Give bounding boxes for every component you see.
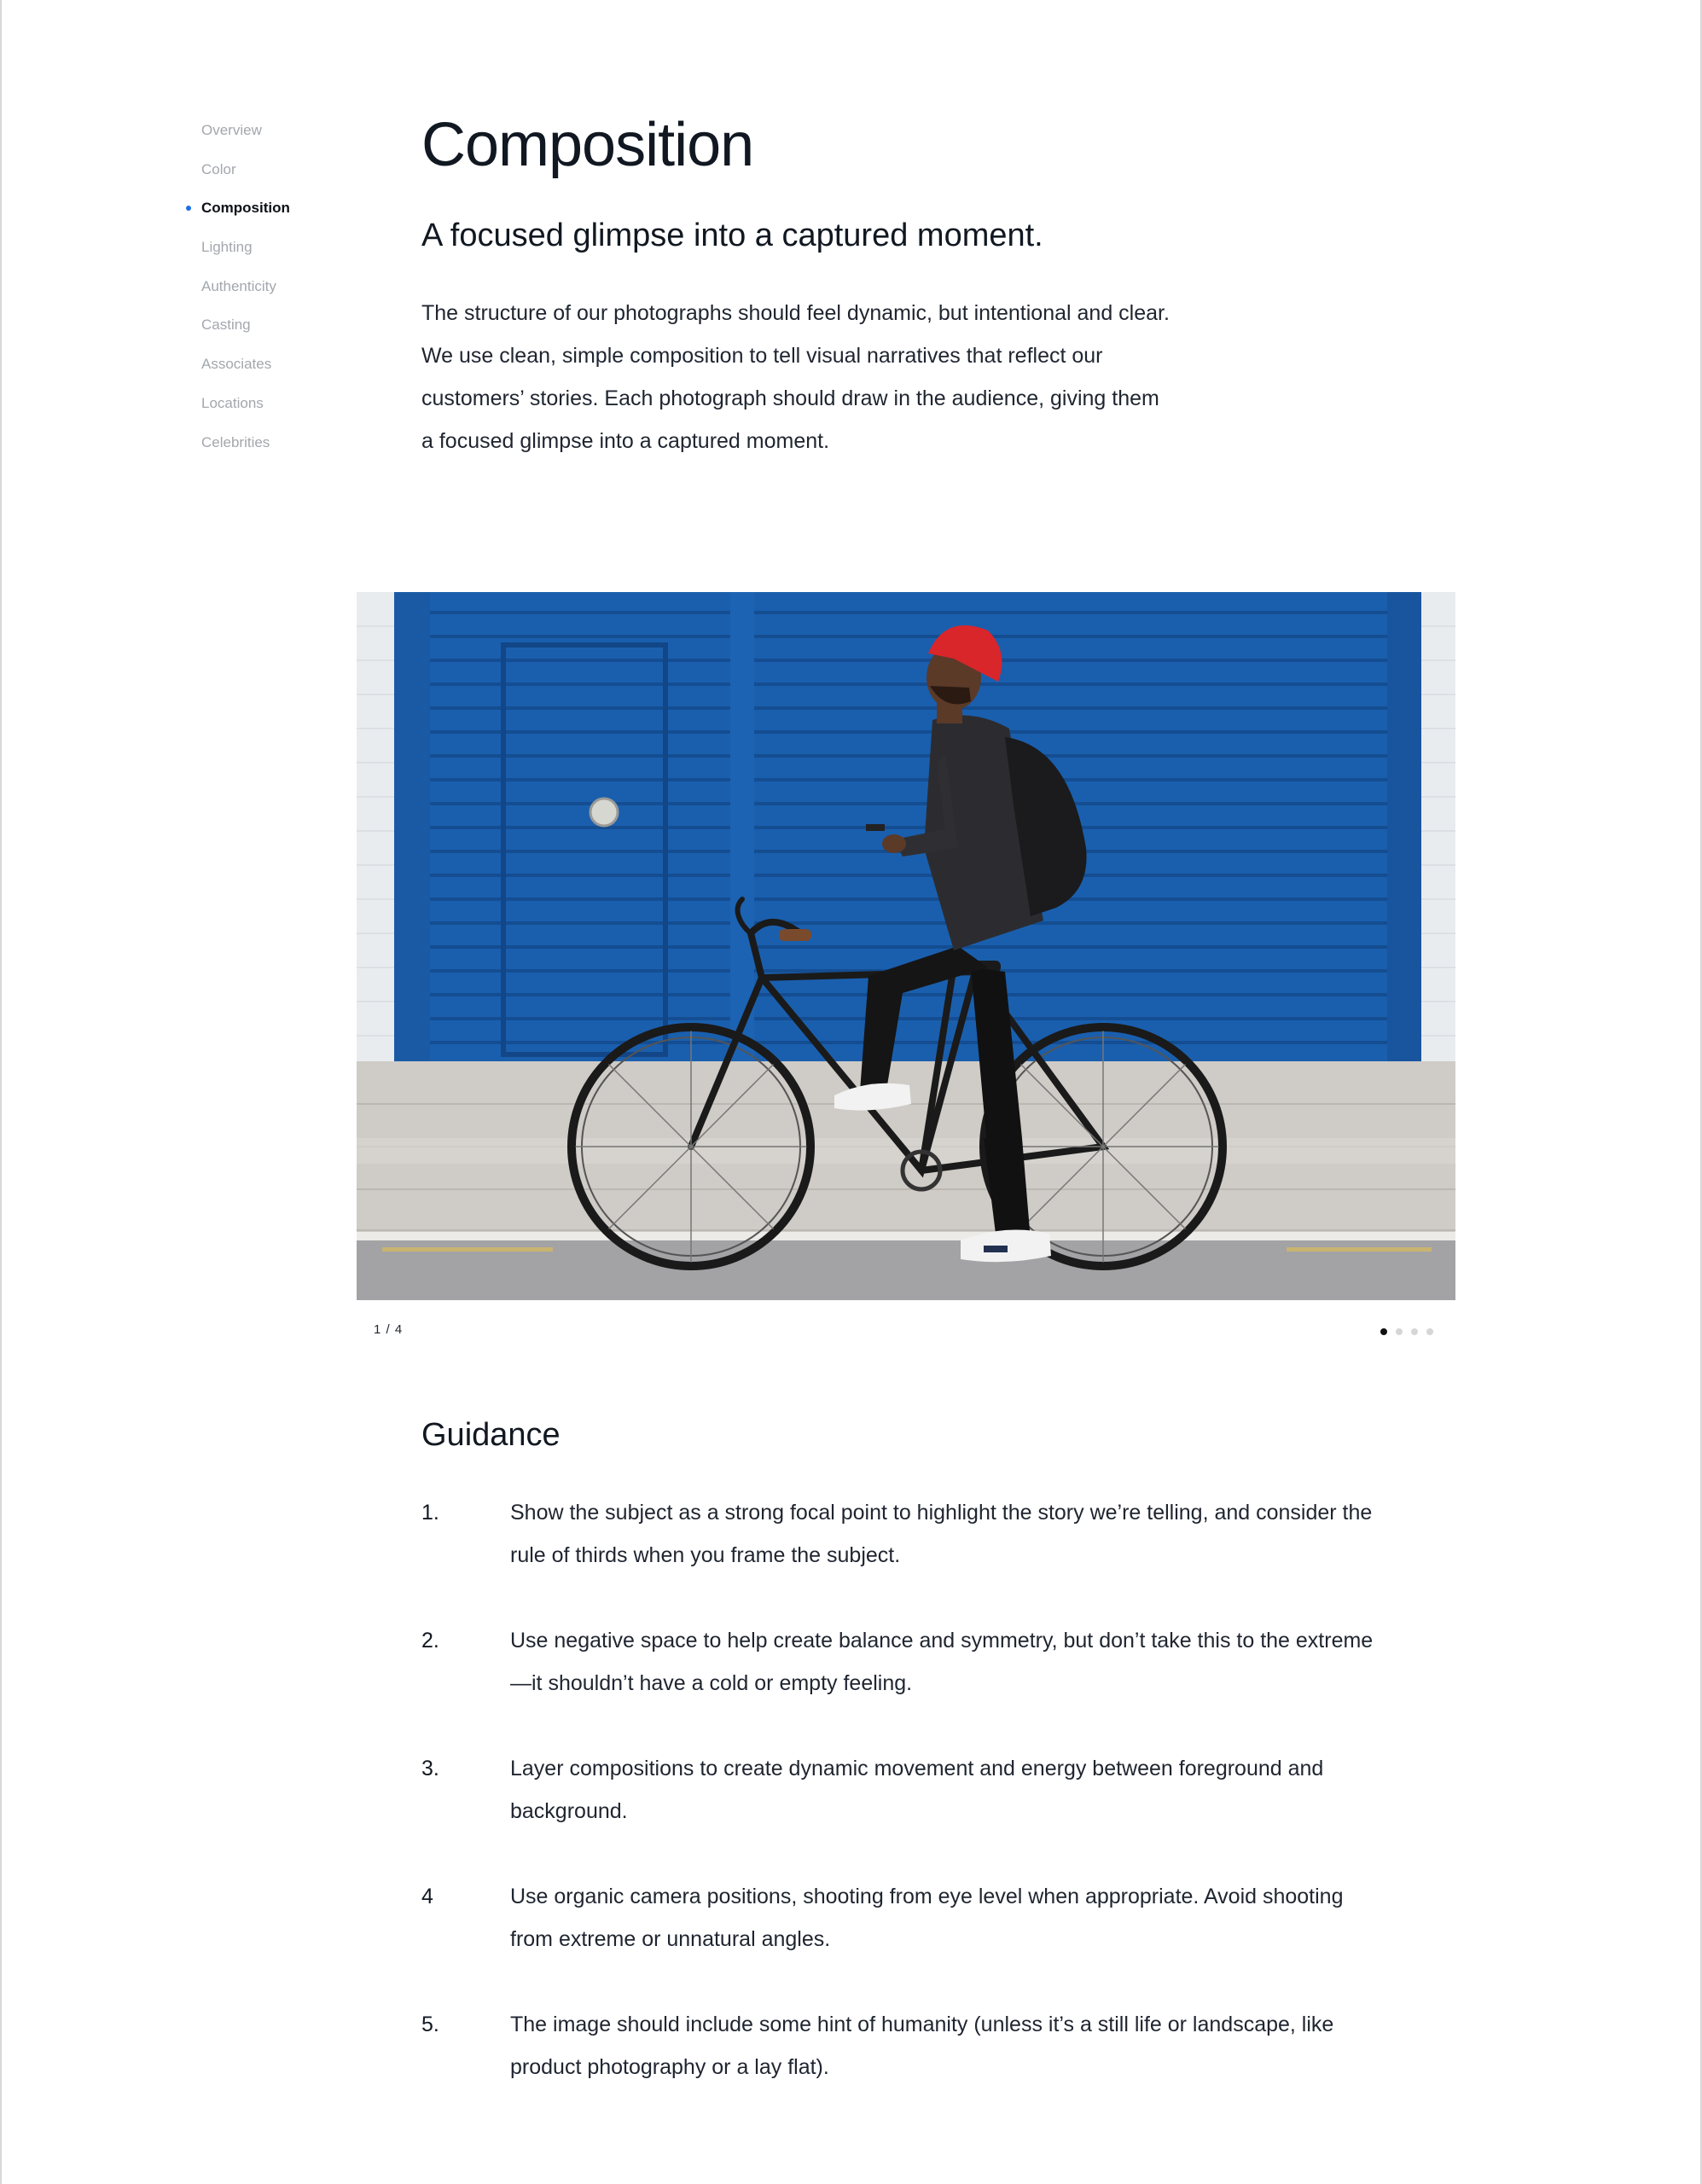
page-title: Composition: [421, 111, 754, 179]
carousel-pagination: [1380, 1328, 1433, 1335]
sidebar-item-label: Locations: [201, 394, 264, 411]
guidance-number: 1.: [421, 1501, 439, 1525]
guidance-number: 3.: [421, 1757, 439, 1780]
sidebar-item-casting[interactable]: [201, 314, 372, 353]
sidebar-item-label: Composition: [201, 200, 290, 217]
sidebar-item-label: Celebrities: [201, 433, 270, 450]
guidance-number: 5.: [421, 2013, 439, 2036]
sidebar-item-authenticity[interactable]: [201, 276, 372, 315]
carousel-dot-4[interactable]: [1426, 1328, 1433, 1335]
guidance-number: 4: [421, 1885, 433, 1908]
sidebar-item-label: Lighting: [201, 239, 253, 256]
carousel-dot-2[interactable]: [1396, 1328, 1403, 1335]
sidebar-item-associates[interactable]: [201, 353, 372, 392]
sidebar-item-composition[interactable]: [201, 197, 372, 236]
sidebar-nav: [201, 119, 372, 470]
guidance-item: [421, 1747, 1385, 1875]
photo-carousel[interactable]: [357, 592, 1455, 1300]
guidance-heading: Guidance: [421, 1417, 561, 1453]
sidebar-item-celebrities[interactable]: [201, 432, 372, 471]
guidance-item: [421, 1491, 1385, 1619]
carousel-dot-3[interactable]: [1411, 1328, 1418, 1335]
guidance-text: Use negative space to help create balance and symmetry, but don’t take this to the extreme—it shouldn’t have a cold or empty feeling.: [510, 1629, 1374, 1695]
intro-paragraph: The structure of our photographs should feel dynamic, but intentional and clear. We use clean, simple composition to tell visual narratives that reflect our customers’ stories. Each photograph should draw in the audience, giving them a focused glimpse into a captured moment.: [421, 301, 1170, 453]
sidebar-item-overview[interactable]: [201, 119, 372, 159]
sidebar-item-locations[interactable]: [201, 392, 372, 432]
guidance-text: The image should include some hint of humanity (unless it’s a still life or landscape, like product photography or a lay flat).: [510, 2013, 1334, 2079]
guidance-text: Use organic camera positions, shooting from eye level when appropriate. Avoid shooting from extreme or unnatural angles.: [510, 1885, 1344, 1951]
guidance-text: Layer compositions to create dynamic movement and energy between foreground and background.: [510, 1757, 1324, 1823]
guidance-item: [421, 1875, 1385, 2003]
sidebar-item-lighting[interactable]: [201, 236, 372, 276]
guidance-item: [421, 2003, 1385, 2131]
sidebar-item-label: Overview: [201, 122, 262, 138]
page-subtitle: A focused glimpse into a captured moment.: [421, 218, 1043, 253]
sidebar-item-label: Color: [201, 160, 236, 177]
active-indicator-dot: [186, 206, 191, 211]
carousel-dot-1[interactable]: [1380, 1328, 1387, 1335]
cyclist-photo: [357, 592, 1455, 1300]
sidebar-item-label: Authenticity: [201, 277, 276, 294]
sidebar-item-label: Casting: [201, 317, 251, 334]
sidebar-item-label: Associates: [201, 356, 272, 373]
guidance-number: 2.: [421, 1629, 439, 1653]
guidance-list: [421, 1491, 1385, 2131]
sidebar-item-color[interactable]: [201, 159, 372, 198]
guidance-item: [421, 1619, 1385, 1747]
guidance-text: Show the subject as a strong focal point to highlight the story we’re telling, and consider the rule of thirds when you frame the subject.: [510, 1501, 1373, 1567]
slide-counter: 1 / 4: [374, 1322, 404, 1337]
frame-border-left: [0, 0, 2, 2184]
